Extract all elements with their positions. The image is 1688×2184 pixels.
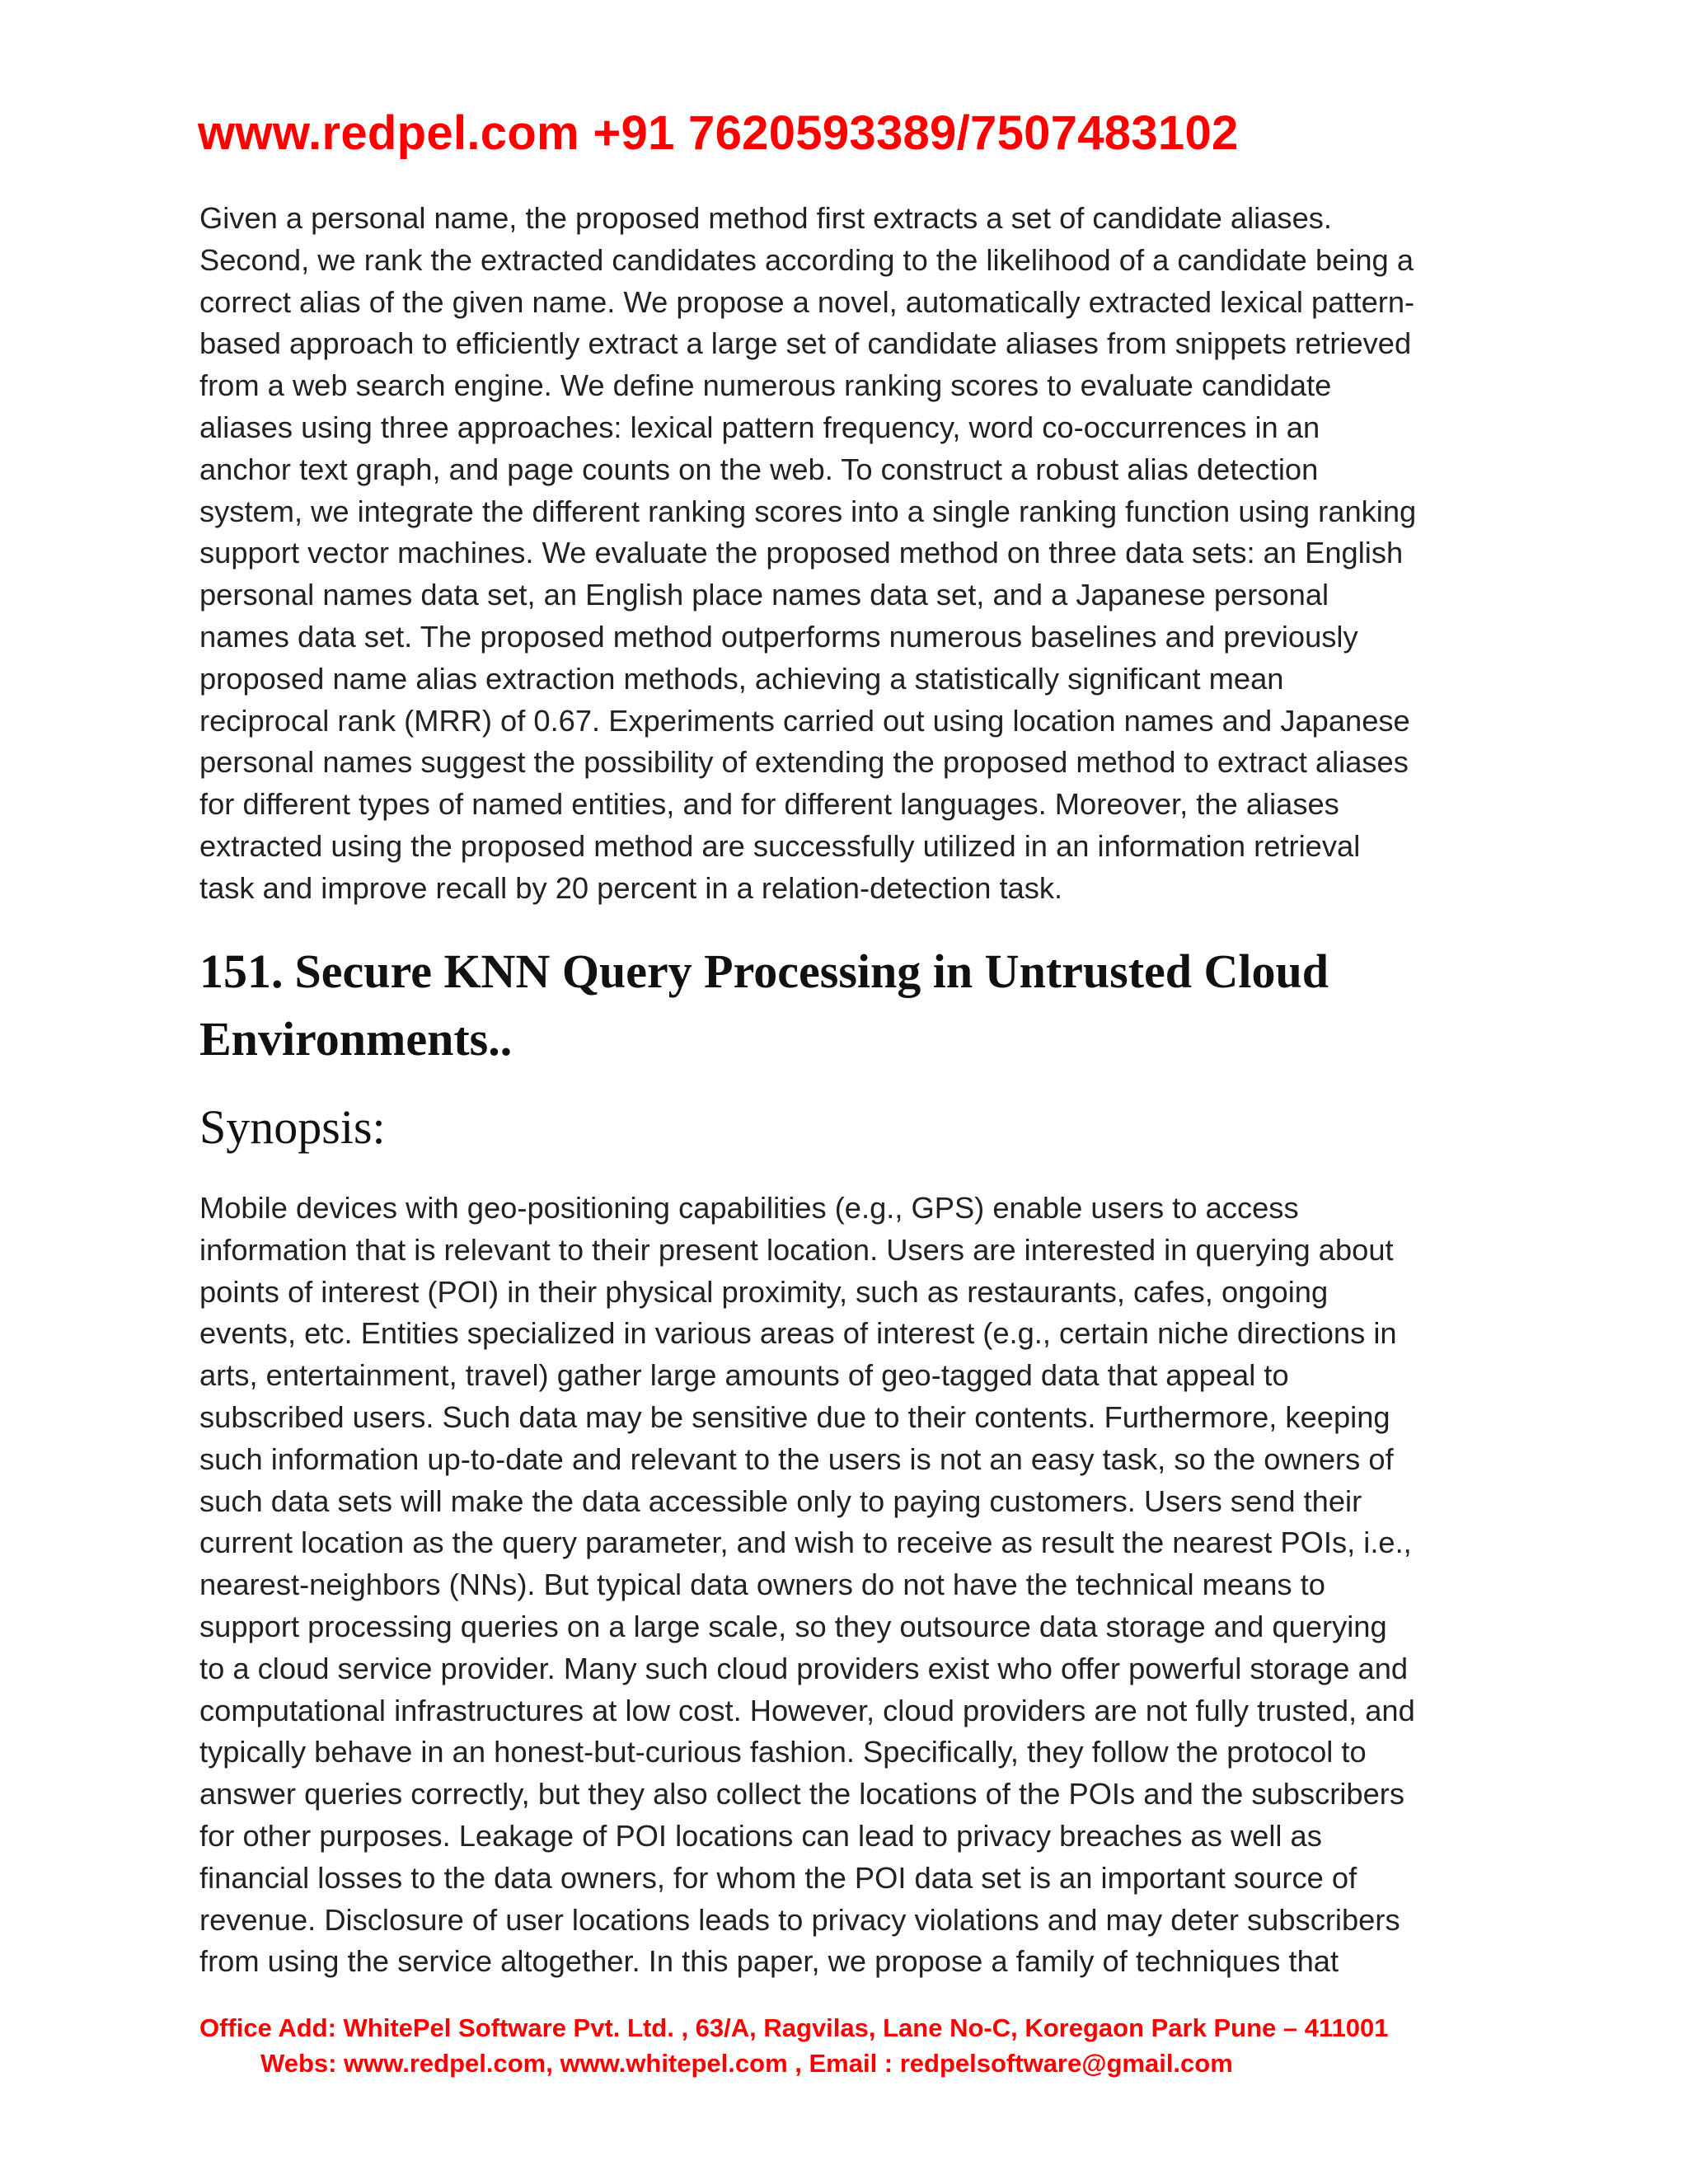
- footer-websites-email: Webs: www.redpel.com, www.whitepel.com , Email : redpelsoftware@gmail.com: [260, 2049, 1233, 2078]
- synopsis-line: subscribed users. Such data may be sensitive due to their contents. Furthermore, keeping: [199, 1399, 1390, 1434]
- synopsis-line: support processing queries on a large scale, so they outsource data storage and querying: [199, 1609, 1387, 1643]
- section-heading: [199, 938, 1329, 1073]
- abstract-line: from a web search engine. We define numerous ranking scores to evaluate candidate: [199, 368, 1332, 403]
- synopsis-line: current location as the query parameter, and wish to receive as result the nearest POIs, i.e.,: [199, 1526, 1412, 1560]
- abstract-line: based approach to efficiently extract a large set of candidate aliases from snippets retrieved: [199, 326, 1412, 361]
- abstract-line: aliases using three approaches: lexical pattern frequency, word co-occurrences in an: [199, 410, 1320, 444]
- abstract-line: personal names data set, an English place names data set, and a Japanese personal: [199, 578, 1329, 612]
- abstract-line: reciprocal rank (MRR) of 0.67. Experiments carried out using location names and Japanese: [199, 703, 1410, 738]
- abstract-line: names data set. The proposed method outperforms numerous baselines and previously: [199, 619, 1358, 654]
- footer-office-address: Office Add: WhitePel Software Pvt. Ltd. , 63/A, Ragvilas, Lane No-C, Koregaon Park Pune – 411001: [199, 2013, 1389, 2042]
- synopsis-line: arts, entertainment, travel) gather large amounts of geo-tagged data that appeal to: [199, 1358, 1289, 1393]
- abstract-line: Second, we rank the extracted candidates according to the likelihood of a candidate being a: [199, 242, 1414, 277]
- synopsis-line: information that is relevant to their present location. Users are interested in querying about: [199, 1232, 1394, 1267]
- abstract-line: for different types of named entities, and for different languages. Moreover, the aliases: [199, 787, 1339, 822]
- abstract-line: correct alias of the given name. We propose a novel, automatically extracted lexical pattern-: [199, 284, 1415, 319]
- synopsis-line: answer queries correctly, but they also collect the locations of the POIs and the subscribers: [199, 1777, 1405, 1811]
- synopsis-line: from using the service altogether. In this paper, we propose a family of techniques that: [199, 1944, 1339, 1979]
- synopsis-line: such data sets will make the data accessible only to paying customers. Users send their: [199, 1483, 1362, 1518]
- synopsis-line: revenue. Disclosure of user locations leads to privacy violations and may deter subscribers: [199, 1902, 1400, 1937]
- header-contact-line: www.redpel.com +91 7620593389/7507483102: [198, 106, 1239, 160]
- abstract-line: proposed name alias extraction methods, achieving a statistically significant mean: [199, 661, 1284, 696]
- synopsis-line: for other purposes. Leakage of POI locations can lead to privacy breaches as well as: [199, 1818, 1322, 1853]
- synopsis-line: typically behave in an honest-but-curious fashion. Specifically, they follow the protocol to: [199, 1735, 1367, 1769]
- section-number: 151.: [199, 944, 284, 998]
- synopsis-line: computational infrastructures at low cost. However, cloud providers are not fully trusted, and: [199, 1693, 1415, 1727]
- abstract-line: system, we integrate the different ranking scores into a single ranking function using ranking: [199, 494, 1417, 528]
- synopsis-line: to a cloud service provider. Many such cloud providers exist who offer powerful storage and: [199, 1651, 1409, 1685]
- synopsis-line: events, etc. Entities specialized in various areas of interest (e.g., certain niche directions in: [199, 1316, 1397, 1351]
- abstract-line: task and improve recall by 20 percent in a relation-detection task.: [199, 870, 1063, 905]
- abstract-line: extracted using the proposed method are successfully utilized in an information retrieval: [199, 828, 1361, 863]
- section-title-line-1: [199, 938, 1329, 1005]
- abstract-line: personal names suggest the possibility of extending the proposed method to extract aliases: [199, 745, 1409, 780]
- section-title: Secure KNN Query Processing in Untrusted Cloud: [294, 944, 1329, 998]
- synopsis-line: points of interest (POI) in their physical proximity, such as restaurants, cafes, ongoing: [199, 1274, 1329, 1309]
- synopsis-line: such information up-to-date and relevant to the users is not an easy task, so the owners of: [199, 1441, 1394, 1476]
- abstract-line: Given a personal name, the proposed method first extracts a set of candidate aliases.: [199, 201, 1333, 235]
- abstract-line: anchor text graph, and page counts on the web. To construct a robust alias detection: [199, 452, 1319, 486]
- section-title-line-2: Environments..: [199, 1012, 513, 1066]
- synopsis-line: nearest-neighbors (NNs). But typical data owners do not have the technical means to: [199, 1568, 1325, 1602]
- synopsis-line: financial losses to the data owners, for whom the POI data set is an important source of: [199, 1860, 1357, 1895]
- synopsis-line: Mobile devices with geo-positioning capabilities (e.g., GPS) enable users to access: [199, 1191, 1299, 1225]
- abstract-line: support vector machines. We evaluate the proposed method on three data sets: an English: [199, 536, 1404, 570]
- synopsis-paragraph: [199, 1188, 1518, 1983]
- synopsis-label: Synopsis:: [199, 1100, 386, 1154]
- abstract-paragraph: [199, 198, 1518, 910]
